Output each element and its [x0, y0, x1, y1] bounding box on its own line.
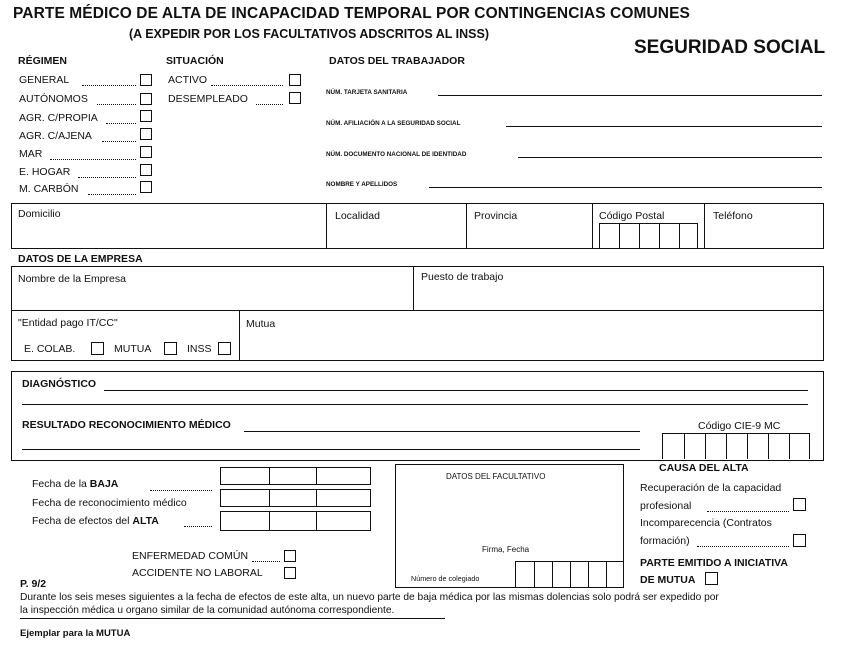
- parte-emitido-label: PARTE EMITIDO A INICIATIVA: [640, 557, 788, 569]
- dotted-leader: [256, 104, 283, 105]
- enfermedad-comun-checkbox[interactable]: [284, 550, 296, 562]
- divider: [413, 266, 414, 311]
- digit-divider: [789, 434, 790, 459]
- incomparecencia-checkbox[interactable]: [793, 534, 806, 547]
- dotted-leader: [102, 141, 136, 142]
- recuperacion-label: Recuperación de la capacidad: [640, 482, 782, 494]
- entidad-option-label: INSS: [187, 343, 212, 355]
- entidad-option-label: MUTUA: [114, 343, 152, 355]
- dni-field[interactable]: [518, 157, 822, 158]
- accidente-no-laboral-label: ACCIDENTE NO LABORAL: [132, 567, 263, 579]
- digit-divider: [659, 224, 660, 248]
- situacion-option-label: ACTIVO: [168, 74, 208, 86]
- dotted-leader: [106, 123, 136, 124]
- firma-fecha-label: Firma, Fecha: [482, 545, 530, 554]
- regimen-option-label: AGR. C/PROPIA: [19, 112, 98, 124]
- resultado-line[interactable]: [22, 449, 640, 450]
- telefono-label: Teléfono: [713, 210, 753, 222]
- dotted-leader: [50, 159, 136, 160]
- dotted-leader: [697, 546, 789, 547]
- resultado-heading: RESULTADO RECONOCIMIENTO MÉDICO: [22, 419, 231, 431]
- divider: [239, 311, 240, 361]
- agency-name: SEGURIDAD SOCIAL: [634, 37, 826, 58]
- fecha-baja-prefix: Fecha de la: [32, 478, 90, 490]
- nombre-apellidos-label: NOMBRE Y APELLIDOS: [326, 181, 398, 188]
- dotted-leader: [82, 85, 136, 86]
- tarjeta-sanitaria-label: NÚM. TARJETA SANITARIA: [326, 89, 408, 96]
- divider: [326, 203, 327, 249]
- recuperacion-label: profesional: [640, 500, 692, 512]
- recuperacion-checkbox[interactable]: [793, 498, 806, 511]
- dotted-leader: [150, 490, 212, 491]
- mutua-label: Mutua: [246, 318, 276, 330]
- parte-mutua-checkbox[interactable]: [705, 572, 718, 585]
- tarjeta-sanitaria-field[interactable]: [438, 95, 822, 96]
- trabajador-heading: DATOS DEL TRABAJADOR: [329, 55, 465, 67]
- fecha-baja-bold: BAJA: [89, 478, 119, 490]
- localidad-label: Localidad: [335, 210, 380, 222]
- digit-divider: [726, 434, 727, 459]
- date-divider: [269, 512, 270, 530]
- regimen-option-label: AGR. C/AJENA: [19, 130, 92, 142]
- empresa-section: [11, 266, 824, 311]
- dotted-leader: [184, 526, 212, 527]
- causa-heading: CAUSA DEL ALTA: [659, 462, 749, 474]
- dni-label: NÚM. DOCUMENTO NACIONAL DE IDENTIDAD: [326, 151, 467, 158]
- regimen-hogar-checkbox[interactable]: [140, 164, 152, 176]
- cie-label: Código CIE-9 MC: [698, 420, 781, 432]
- codigo-postal-boxes[interactable]: [599, 223, 698, 249]
- notice-text: Durante los seis meses siguientes a la fecha de efectos de este alta, un nuevo parte de baja médica por las mismas dolencias solo podrá ser expedido por: [20, 592, 719, 603]
- regimen-mar-checkbox[interactable]: [140, 146, 152, 158]
- entidad-mutua-checkbox[interactable]: [164, 342, 177, 355]
- date-divider: [316, 512, 317, 530]
- date-divider: [316, 490, 317, 506]
- accidente-no-laboral-checkbox[interactable]: [284, 567, 296, 579]
- form-code: P. 9/2: [20, 578, 47, 590]
- cie-code-boxes[interactable]: [662, 433, 810, 459]
- digit-divider: [606, 562, 607, 588]
- entidad-option-label: E. COLAB.: [24, 343, 76, 355]
- notice-text: la inspección médica u organo similar de la comunidad autónoma correspondiente.: [20, 605, 395, 616]
- afiliacion-label: NÚM. AFILIACIÓN A LA SEGURIDAD SOCIAL: [326, 120, 461, 127]
- dotted-leader: [252, 561, 280, 562]
- digit-divider: [684, 434, 685, 459]
- codigo-postal-label: Código Postal: [599, 210, 665, 222]
- digit-divider: [747, 434, 748, 459]
- enfermedad-comun-label: ENFERMEDAD COMÚN: [132, 550, 249, 562]
- regimen-option-label: GENERAL: [19, 74, 70, 86]
- fecha-alta-boxes[interactable]: [220, 511, 371, 531]
- regimen-agr-propia-checkbox[interactable]: [140, 110, 152, 122]
- regimen-option-label: MAR: [19, 148, 43, 160]
- divider: [704, 203, 705, 249]
- divider: [592, 203, 593, 249]
- nombre-apellidos-field[interactable]: [429, 187, 822, 188]
- numero-colegiado-boxes[interactable]: [515, 561, 623, 588]
- regimen-carbon-checkbox[interactable]: [140, 181, 152, 193]
- incomparecencia-label: Incomparecencia (Contratos: [640, 517, 772, 529]
- fecha-alta-label: [32, 515, 159, 527]
- fecha-reconocimiento-label: Fecha de reconocimiento médico: [32, 497, 187, 509]
- diagnostico-heading: DIAGNÓSTICO: [22, 378, 97, 390]
- nombre-empresa-label: Nombre de la Empresa: [18, 273, 126, 285]
- digit-divider: [679, 224, 680, 248]
- numero-colegiado-label: Número de colegiado: [411, 574, 480, 583]
- entidad-colab-checkbox[interactable]: [91, 342, 104, 355]
- fecha-baja-label: [32, 478, 118, 490]
- facultativo-heading: DATOS DEL FACULTATIVO: [446, 472, 546, 481]
- fecha-reconocimiento-boxes[interactable]: [220, 489, 371, 507]
- dotted-leader: [707, 511, 789, 512]
- diagnostico-line[interactable]: [22, 404, 808, 405]
- regimen-option-label: AUTÓNOMOS: [19, 93, 88, 105]
- domicilio-label: Domicilio: [18, 208, 61, 220]
- digit-divider: [534, 562, 535, 588]
- entidad-inss-checkbox[interactable]: [218, 342, 231, 355]
- fecha-alta-prefix: Fecha de efectos del: [32, 515, 133, 527]
- date-divider: [269, 468, 270, 484]
- provincia-label: Provincia: [474, 210, 518, 222]
- fecha-baja-boxes[interactable]: [220, 467, 371, 485]
- dotted-leader: [211, 85, 283, 86]
- situacion-desempleado-checkbox[interactable]: [289, 92, 301, 104]
- form-title: PARTE MÉDICO DE ALTA DE INCAPACIDAD TEMPORAL POR CONTINGENCIAS COMUNES: [13, 5, 690, 22]
- form-subtitle: (A EXPEDIR POR LOS FACULTATIVOS ADSCRITOS AL INSS): [129, 27, 489, 41]
- regimen-general-checkbox[interactable]: [140, 74, 152, 86]
- puesto-trabajo-label: Puesto de trabajo: [421, 271, 504, 283]
- situacion-option-label: DESEMPLEADO: [168, 93, 248, 105]
- digit-divider: [552, 562, 553, 588]
- digit-divider: [705, 434, 706, 459]
- regimen-heading: RÉGIMEN: [18, 55, 68, 67]
- digit-divider: [570, 562, 571, 588]
- digit-divider: [639, 224, 640, 248]
- incomparecencia-label: formación): [640, 535, 690, 547]
- fecha-alta-bold: ALTA: [132, 515, 159, 527]
- entidad-pago-label: "Entidad pago IT/CC": [18, 317, 118, 329]
- situacion-heading: SITUACIÓN: [166, 55, 224, 67]
- dotted-leader: [97, 104, 136, 105]
- notice-underline: [20, 618, 445, 619]
- afiliacion-field[interactable]: [506, 126, 822, 127]
- situacion-activo-checkbox[interactable]: [289, 74, 301, 86]
- divider: [466, 203, 467, 249]
- dotted-leader: [78, 177, 136, 178]
- digit-divider: [619, 224, 620, 248]
- digit-divider: [588, 562, 589, 588]
- regimen-option-label: E. HOGAR: [19, 166, 71, 178]
- dotted-leader: [88, 194, 136, 195]
- regimen-option-label: M. CARBÓN: [19, 183, 79, 195]
- diagnostico-line[interactable]: [104, 390, 808, 391]
- digit-divider: [768, 434, 769, 459]
- regimen-agr-ajena-checkbox[interactable]: [140, 128, 152, 140]
- date-divider: [316, 468, 317, 484]
- copy-label: Ejemplar para la MUTUA: [20, 628, 131, 639]
- resultado-line[interactable]: [244, 431, 640, 432]
- parte-emitido-label: DE MUTUA: [640, 574, 696, 586]
- address-section: [11, 203, 824, 249]
- regimen-autonomos-checkbox[interactable]: [140, 93, 152, 105]
- empresa-heading: DATOS DE LA EMPRESA: [18, 253, 143, 265]
- date-divider: [269, 490, 270, 506]
